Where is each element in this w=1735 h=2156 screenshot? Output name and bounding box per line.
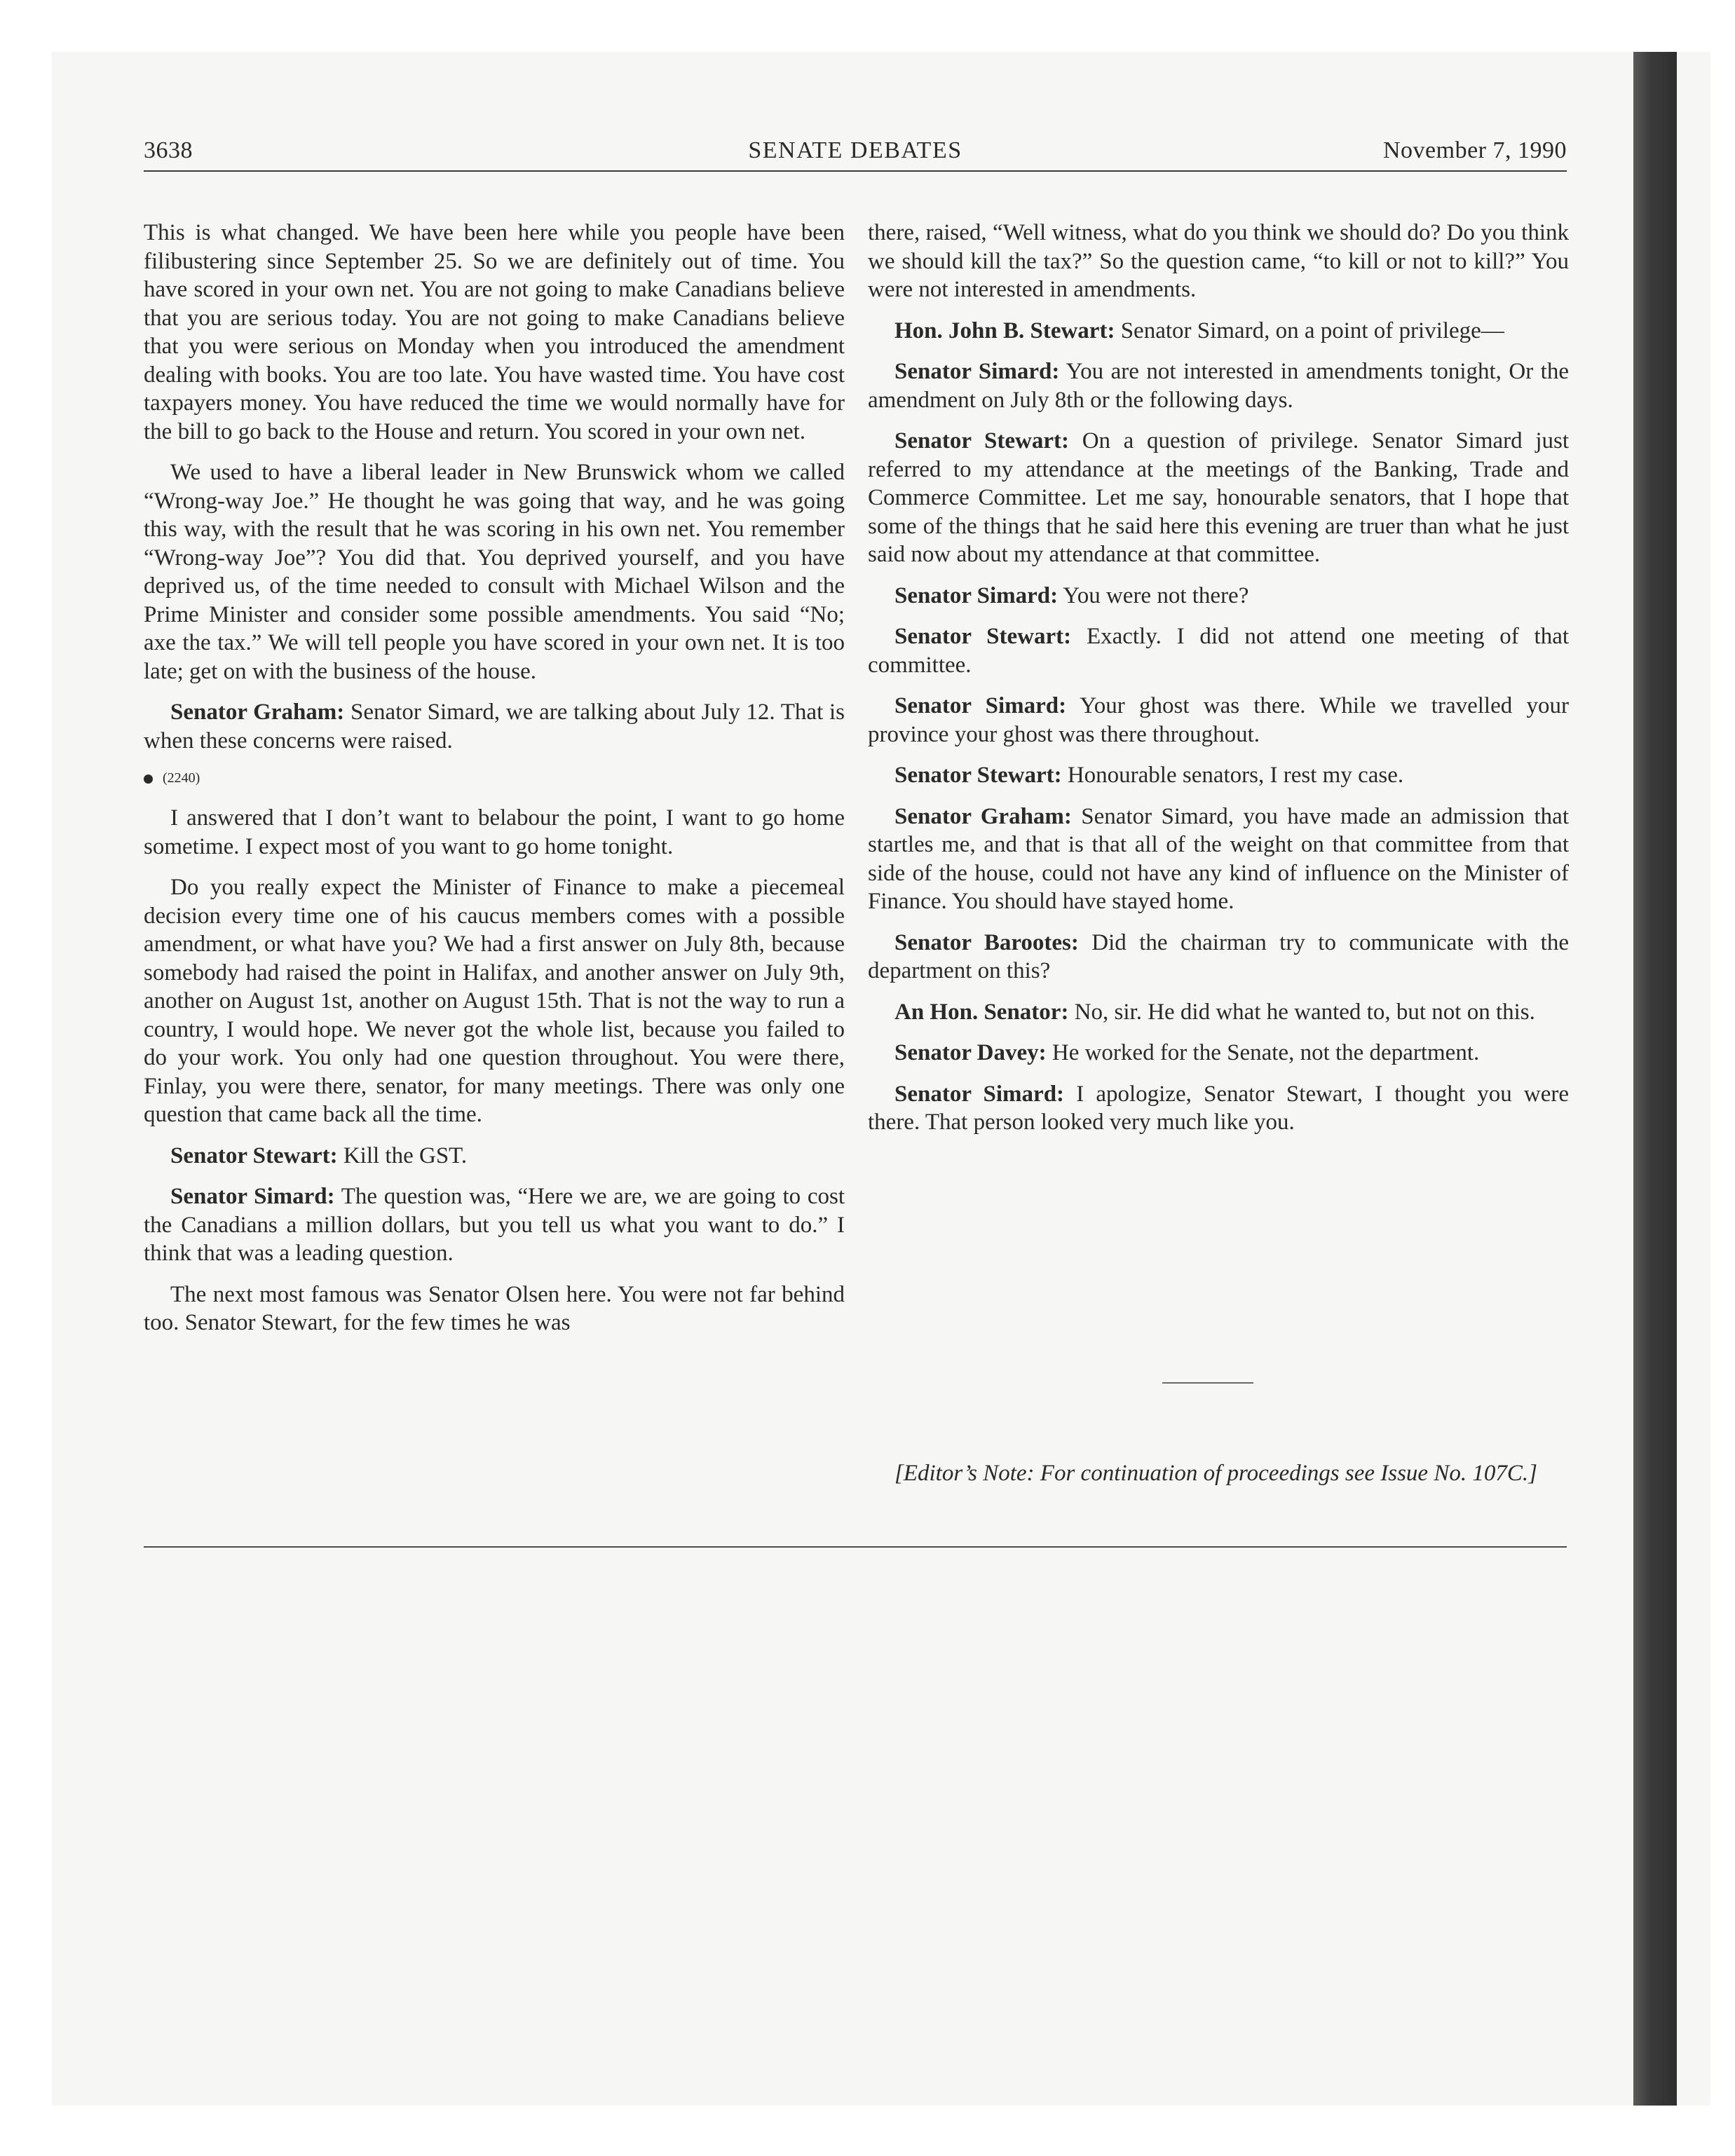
right-column	[868, 219, 1569, 1149]
issue-date: November 7, 1990	[1382, 137, 1567, 163]
speaker-name: Senator Davey:	[894, 1040, 1047, 1065]
speaker-name: An Hon. Senator:	[894, 999, 1069, 1025]
paragraph	[868, 998, 1569, 1027]
section-separator	[1162, 1382, 1253, 1384]
paragraph	[144, 1142, 845, 1171]
speech-text: On a question of privilege. Senator Simard just referred to my attendance at the meetings of the Banking, Trade and Commerce Committee. Let me say, honourable senators, that I hope that some of the things that he said here this evening are truer than what he just said now about my attendance at that committee.	[868, 428, 1569, 567]
left-column	[144, 219, 845, 1350]
speaker-name: Senator Graham:	[170, 700, 345, 725]
binding-edge	[1633, 52, 1677, 2106]
paragraph	[868, 427, 1569, 569]
time-marker	[144, 767, 845, 789]
speech-text: He worked for the Senate, not the department.	[1052, 1040, 1480, 1065]
speech-text: Honourable senators, I rest my case.	[1067, 763, 1404, 788]
speech-text: Exactly. I did not attend one meeting of that committee.	[868, 624, 1570, 678]
speech-text: there, raised, “Well witness, what do you think we should do? Do you think we should kill the tax?” So the question came, “to kill or not to kill?” You were not interested in amendments.	[868, 220, 1569, 302]
paragraph	[868, 1080, 1569, 1137]
speech-text: I answered that I don’t want to belabour the point, I want to go home sometime. I expect most of you want to go home tonight.	[144, 805, 845, 859]
paragraph	[144, 1182, 845, 1268]
speaker-name: Senator Stewart:	[894, 428, 1070, 453]
speaker-name: Hon. John B. Stewart:	[894, 318, 1115, 343]
speech-text: This is what changed. We have been here while you people have been filibustering since September 25. So we are definitely out of time. You have scored in your own net. You are not going to make Canadians believe that you are serious today. You are not going to make Canadians believe that you were serious on Monday when you introduced the amendment dealing with books. You are too late. You have wasted time. You have cost taxpayers money. You have reduced the time we would normally have for the bill to go back to the House and return. You scored in your own net.	[144, 220, 845, 444]
editors-note: [Editor’s Note: For continuation of proceedings see Issue No. 107C.]	[894, 1461, 1537, 1486]
speech-text: You are not interested in amendments tonight, Or the amendment on July 8th or the following days.	[868, 359, 1569, 413]
speaker-name: Senator Stewart:	[894, 763, 1062, 788]
speaker-name: Senator Simard:	[894, 582, 1059, 608]
paragraph	[144, 458, 845, 685]
paragraph	[868, 929, 1569, 985]
header-rule	[144, 170, 1567, 172]
paragraph	[868, 803, 1569, 916]
speech-text: Did the chairman try to communicate with the department on this?	[868, 929, 1569, 983]
speech-text: I apologize, Senator Stewart, I thought you were there. That person looked very much like you.	[868, 1081, 1569, 1135]
paragraph	[868, 582, 1569, 610]
paragraph	[868, 219, 1569, 304]
publication-title: SENATE DEBATES	[748, 137, 962, 163]
running-head	[144, 137, 1567, 171]
speech-text: Kill the GST.	[343, 1142, 468, 1168]
paragraph	[868, 622, 1569, 679]
speech-text: The next most famous was Senator Olsen here. You were not far behind too. Senator Stewart, for the few times he was	[144, 1281, 845, 1335]
speaker-name: Senator Stewart:	[894, 624, 1072, 649]
speech-text: You were not there?	[1063, 582, 1249, 608]
bullet-icon	[144, 775, 153, 784]
paragraph	[868, 692, 1569, 749]
speech-text: Your ghost was there. While we travelled your province your ghost was there throughout.	[868, 693, 1569, 747]
page-number: 3638	[144, 137, 193, 163]
speech-text: Senator Simard, on a point of privilege—	[1120, 318, 1504, 343]
paragraph	[868, 1039, 1569, 1067]
time-marker-text: (2240)	[163, 770, 200, 786]
footer-rule	[144, 1546, 1567, 1548]
speech-text: The question was, “Here we are, we are going to cost the Canadians a million dollars, but you tell us what you want to do.” I think that was a leading question.	[144, 1184, 845, 1266]
paragraph	[868, 761, 1569, 790]
speaker-name: Senator Simard:	[170, 1184, 335, 1209]
speech-text: Senator Simard, you have made an admission that startles me, and that is that all of the weight on that committee from that side of the house, could not have any kind of influence on the Minister of Finance. You should have stayed home.	[868, 803, 1570, 914]
paragraph	[144, 1281, 845, 1337]
paragraph	[868, 317, 1569, 346]
speech-text: Senator Simard, we are talking about July 12. That is when these concerns were raised.	[144, 700, 845, 753]
paragraph	[144, 698, 845, 755]
paragraph	[144, 219, 845, 446]
speech-text: Do you really expect the Minister of Finance to make a piecemeal decision every time one of his caucus members comes with a possible amendment, or what have you? We had a first answer on July 8th, because somebody had raised the point in Halifax, and another answer on July 9th, another on August 1st, another on August 15th. That is not the way to run a country, I would hope. We never got the whole list, because you failed to do your work. You only had one question throughout. You were there, Finlay, you were there, senator, for many meetings. There was only one question that came back all the time.	[144, 875, 845, 1127]
speaker-name: Senator Simard:	[894, 359, 1060, 384]
speaker-name: Senator Simard:	[894, 1081, 1065, 1107]
speaker-name: Senator Simard:	[894, 693, 1067, 718]
paragraph	[144, 873, 845, 1129]
speech-text: No, sir. He did what he wanted to, but not on this.	[1074, 999, 1535, 1025]
speaker-name: Senator Graham:	[894, 803, 1072, 829]
paragraph	[868, 357, 1569, 414]
speaker-name: Senator Barootes:	[894, 929, 1079, 955]
speaker-name: Senator Stewart:	[170, 1142, 338, 1168]
speech-text: We used to have a liberal leader in New Brunswick whom we called “Wrong-way Joe.” He thought he was going that way, and he was going this way, with the result that he was scoring in his own net. You remember “Wrong-way Joe”? You did that. You deprived yourself, and you have deprived us, of the time needed to consult with Michael Wilson and the Prime Minister and consider some possible amendments. You said “No; axe the tax.” We will tell people you have scored in your own net. It is too late; get on with the business of the house.	[144, 460, 845, 684]
paragraph	[144, 804, 845, 861]
